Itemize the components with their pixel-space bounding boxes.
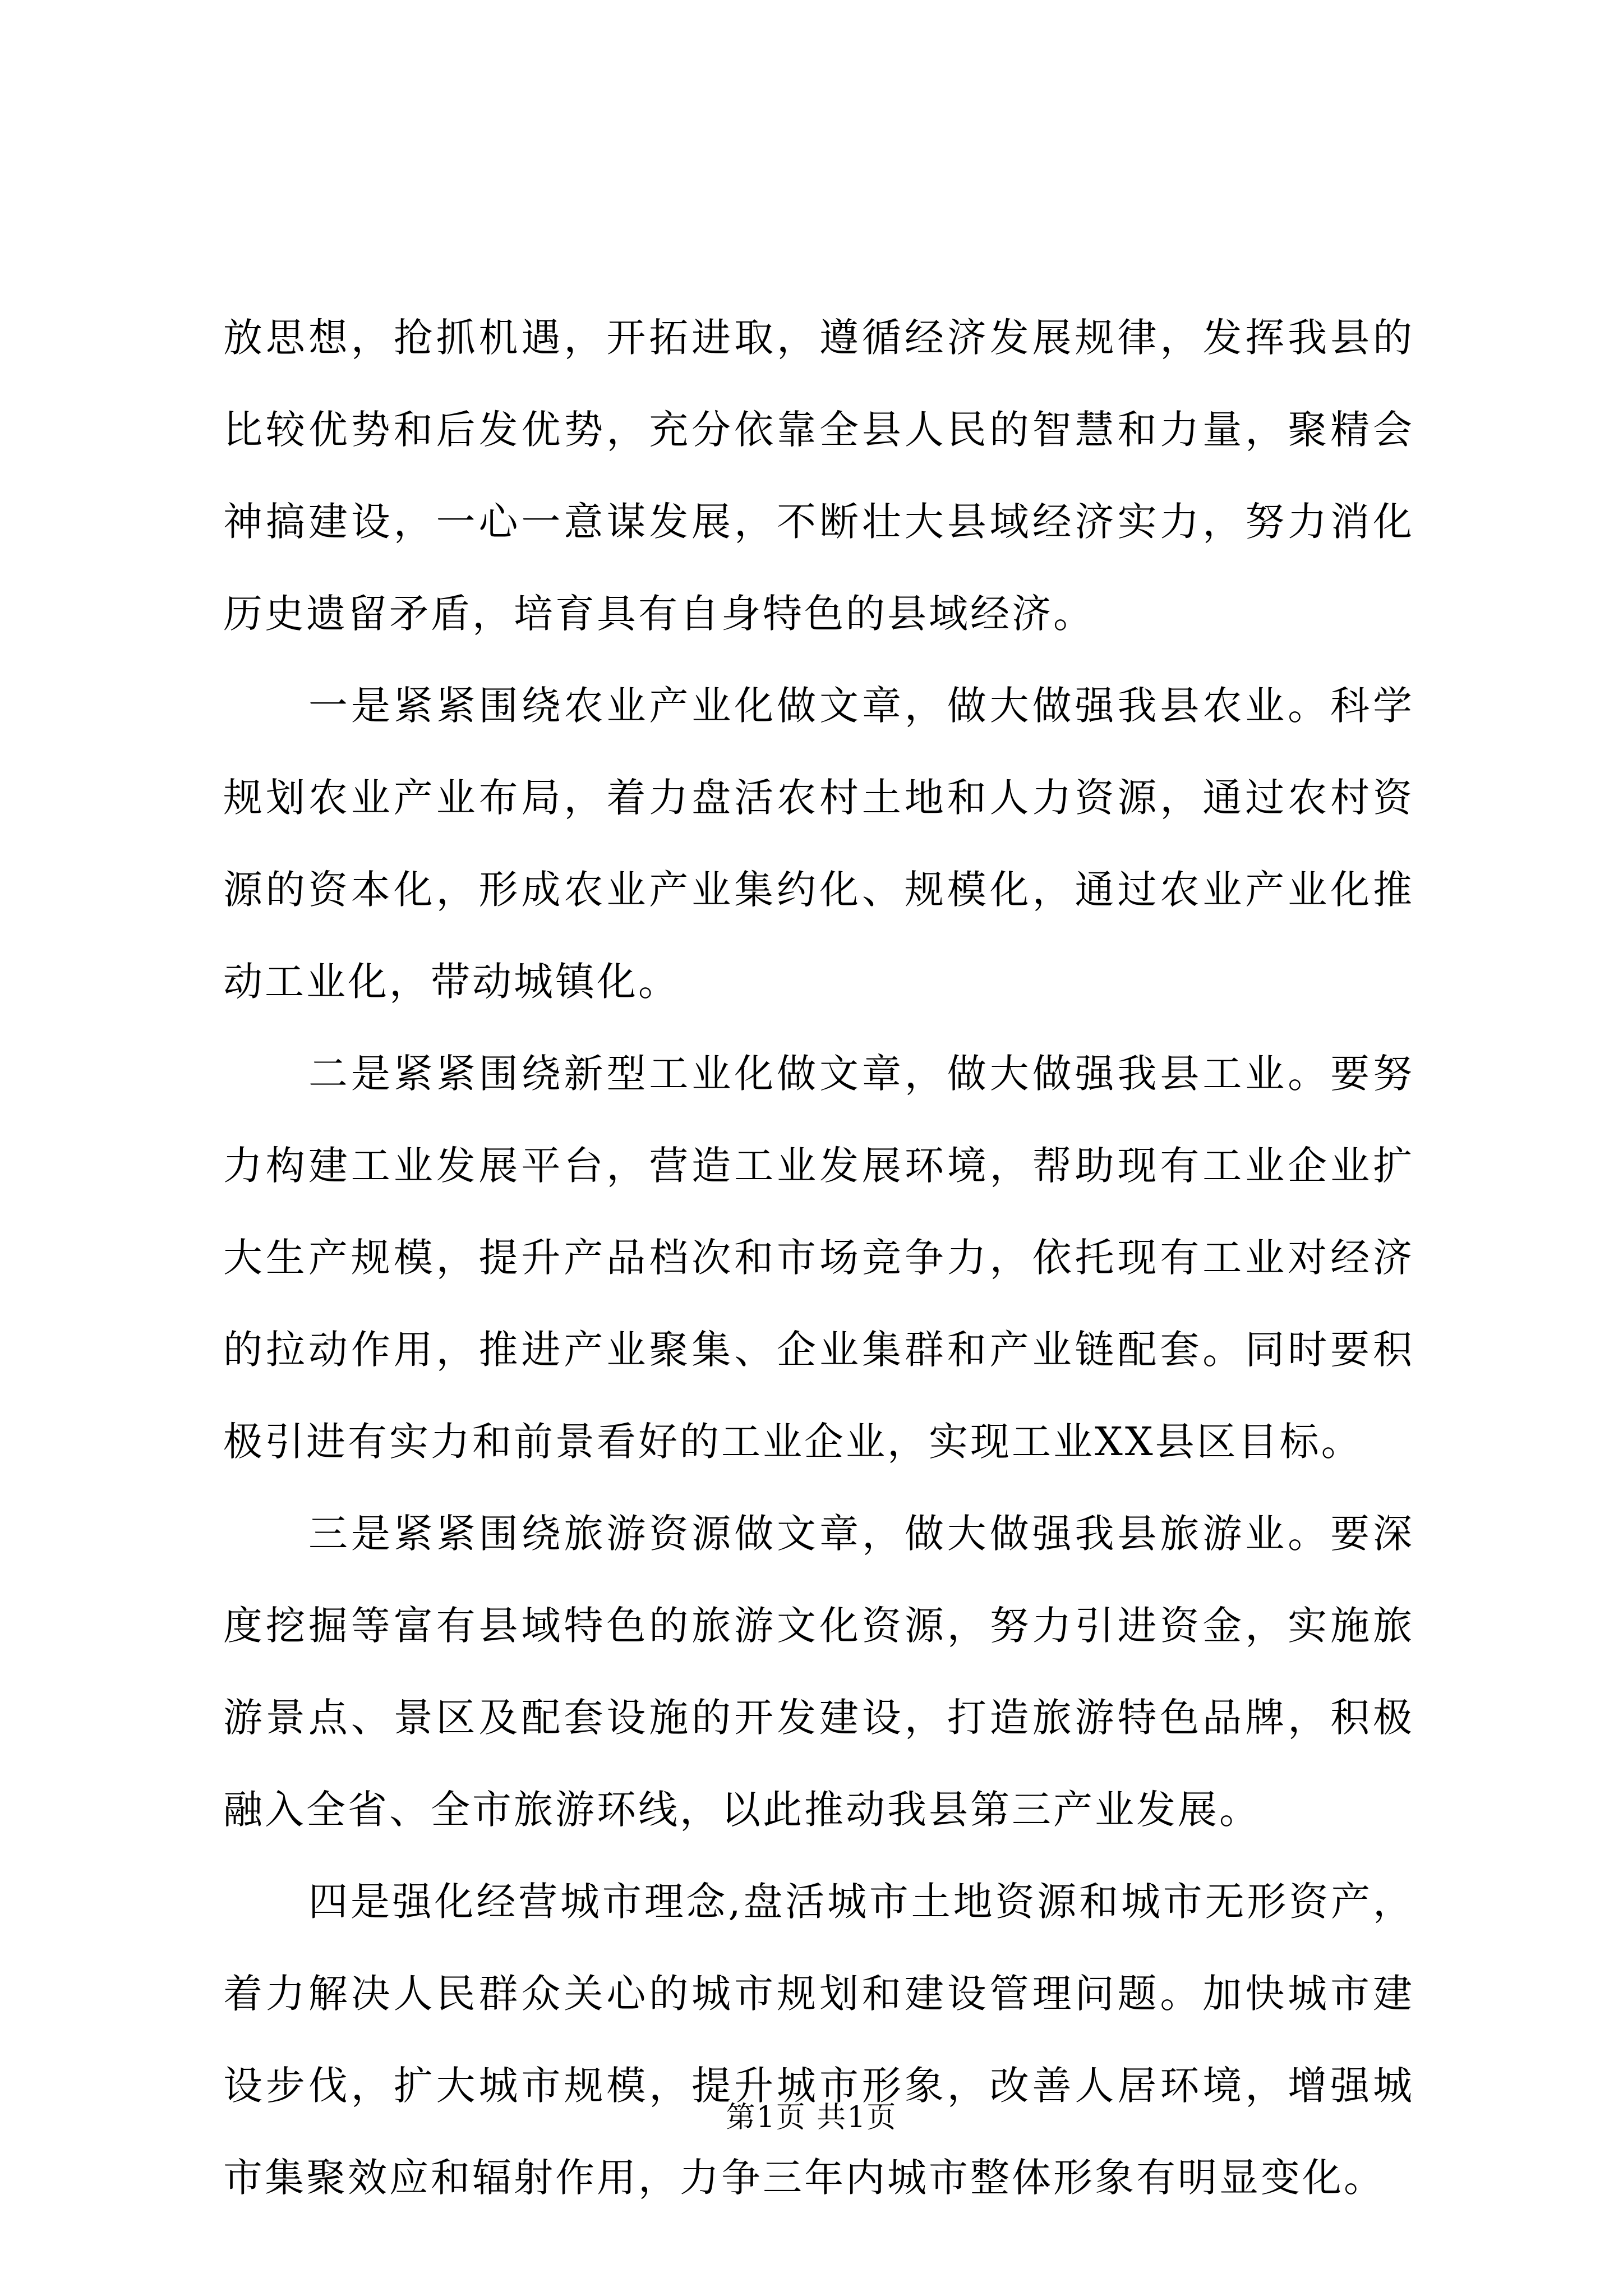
paragraph-agriculture: 一是紧紧围绕农业产业化做文章，做大做强我县农业。科学规划农业产业布局，着力盘活农村土地和人力资源，通过农村资源的资本化，形成农业产业集约化、规模化，通过农业产业化推动工业化，带动城镇化。 [223, 683, 1414, 1005]
paragraph-continuation: 放思想，抢抓机遇，开拓进取，遵循经济发展规律，发挥我县的比较优势和后发优势，充分依靠全县人民的智慧和力量，聚精会神搞建设，一心一意谋发展，不断壮大县域经济实力，努力消化历史遗留矛盾，培育具有自身特色的县域经济。 [223, 315, 1414, 637]
document-body [223, 292, 1414, 2224]
paragraph-tourism: 三是紧紧围绕旅游资源做文章，做大做强我县旅游业。要深度挖掘等富有县域特色的旅游文化资源，努力引进资金，实施旅游景点、景区及配套设施的开发建设，打造旅游特色品牌，积极融入全省、全市旅游环线，以此推动我县第三产业发展。 [223, 1511, 1414, 1833]
paragraph-city-management: 四是强化经营城市理念,盘活城市土地资源和城市无形资产，着力解决人民群众关心的城市规划和建设管理问题。加快城市建设步伐，扩大城市规模，提升城市形象，改善人居环境，增强城市集聚效应和辐射作用，力争三年内城市整体形象有明显变化。 [223, 1879, 1414, 2201]
paragraph-industry: 二是紧紧围绕新型工业化做文章，做大做强我县工业。要努力构建工业发展平台，营造工业发展环境，帮助现有工业企业扩大生产规模，提升产品档次和市场竞争力，依托现有工业对经济的拉动作用，推进产业聚集、企业集群和产业链配套。同时要积极引进有实力和前景看好的工业企业，实现工业XX县区目标。 [223, 1051, 1414, 1465]
page-footer: 第1页 共1页 [726, 2101, 897, 2134]
